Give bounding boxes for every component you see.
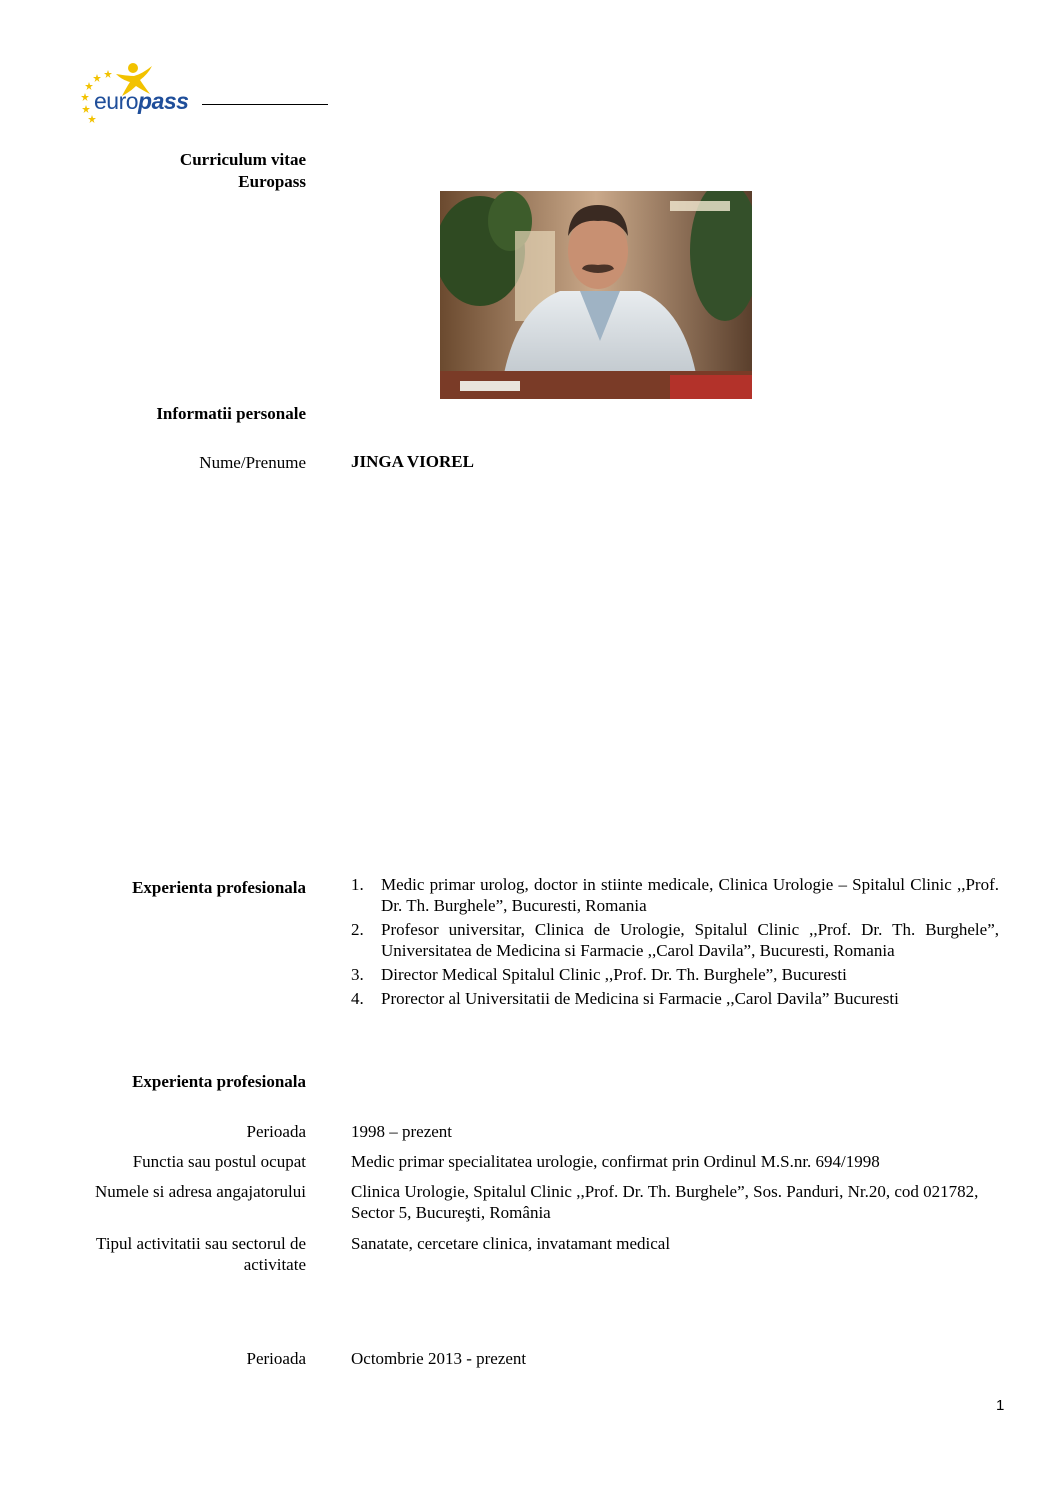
sector-label: Tipul activitatii sau sectorul de activitate <box>96 1234 306 1274</box>
page-number: 1 <box>996 1397 1005 1414</box>
function-label: Functia sau postul ocupat <box>132 1152 306 1171</box>
employer-value: Clinica Urologie, Spitalul Clinic ,,Prof. Dr. Th. Burghele”, Sos. Panduri, Nr.20, cod 021782, Sector 5, Bucureşti, România <box>351 1182 979 1222</box>
period-label-2: Perioada <box>246 1349 306 1368</box>
europass-wordmark: europass <box>94 88 189 114</box>
europass-logo <box>78 60 330 130</box>
period-value: 1998 – prezent <box>351 1122 453 1141</box>
experience-summary-list <box>351 874 999 1012</box>
list-item: 1. Medic primar urolog, doctor in stiinte medicale, Clinica Urologie – Spitalul Clinic ,,Prof. Dr. Th. Burghele”, Bucuresti, Romania <box>351 875 999 915</box>
name-value: JINGA VIOREL <box>351 452 474 471</box>
cv-title-line2: Europass <box>238 172 306 191</box>
personal-info-heading: Informatii personale <box>156 404 306 423</box>
name-label: Nume/Prenume <box>199 453 306 472</box>
sector-value: Sanatate, cercetare clinica, invatamant medical <box>351 1234 671 1253</box>
list-item: 2. Profesor universitar, Clinica de Urologie, Spitalul Clinic ,,Prof. Dr. Th. Burghele”, Universitatea de Medicina si Farmacie ,,Carol Davila”, Bucuresti, Romania <box>351 920 999 960</box>
profile-photo <box>440 191 752 399</box>
list-item: 4. Prorector al Universitatii de Medicina si Farmacie ,,Carol Davila” Bucuresti <box>351 989 899 1008</box>
period-value-2: Octombrie 2013 - prezent <box>351 1349 527 1368</box>
function-value: Medic primar specialitatea urologie, confirmat prin Ordinul M.S.nr. 694/1998 <box>351 1152 880 1171</box>
experience-detail-heading: Experienta profesionala <box>132 1072 306 1091</box>
list-item: 3. Director Medical Spitalul Clinic ,,Prof. Dr. Th. Burghele”, Bucuresti <box>351 965 847 984</box>
experience-summary-heading: Experienta profesionala <box>132 878 306 897</box>
logo-divider <box>202 104 328 105</box>
employer-label: Numele si adresa angajatorului <box>94 1182 306 1201</box>
cv-title-line1: Curriculum vitae <box>179 150 306 169</box>
period-label: Perioada <box>246 1122 306 1141</box>
